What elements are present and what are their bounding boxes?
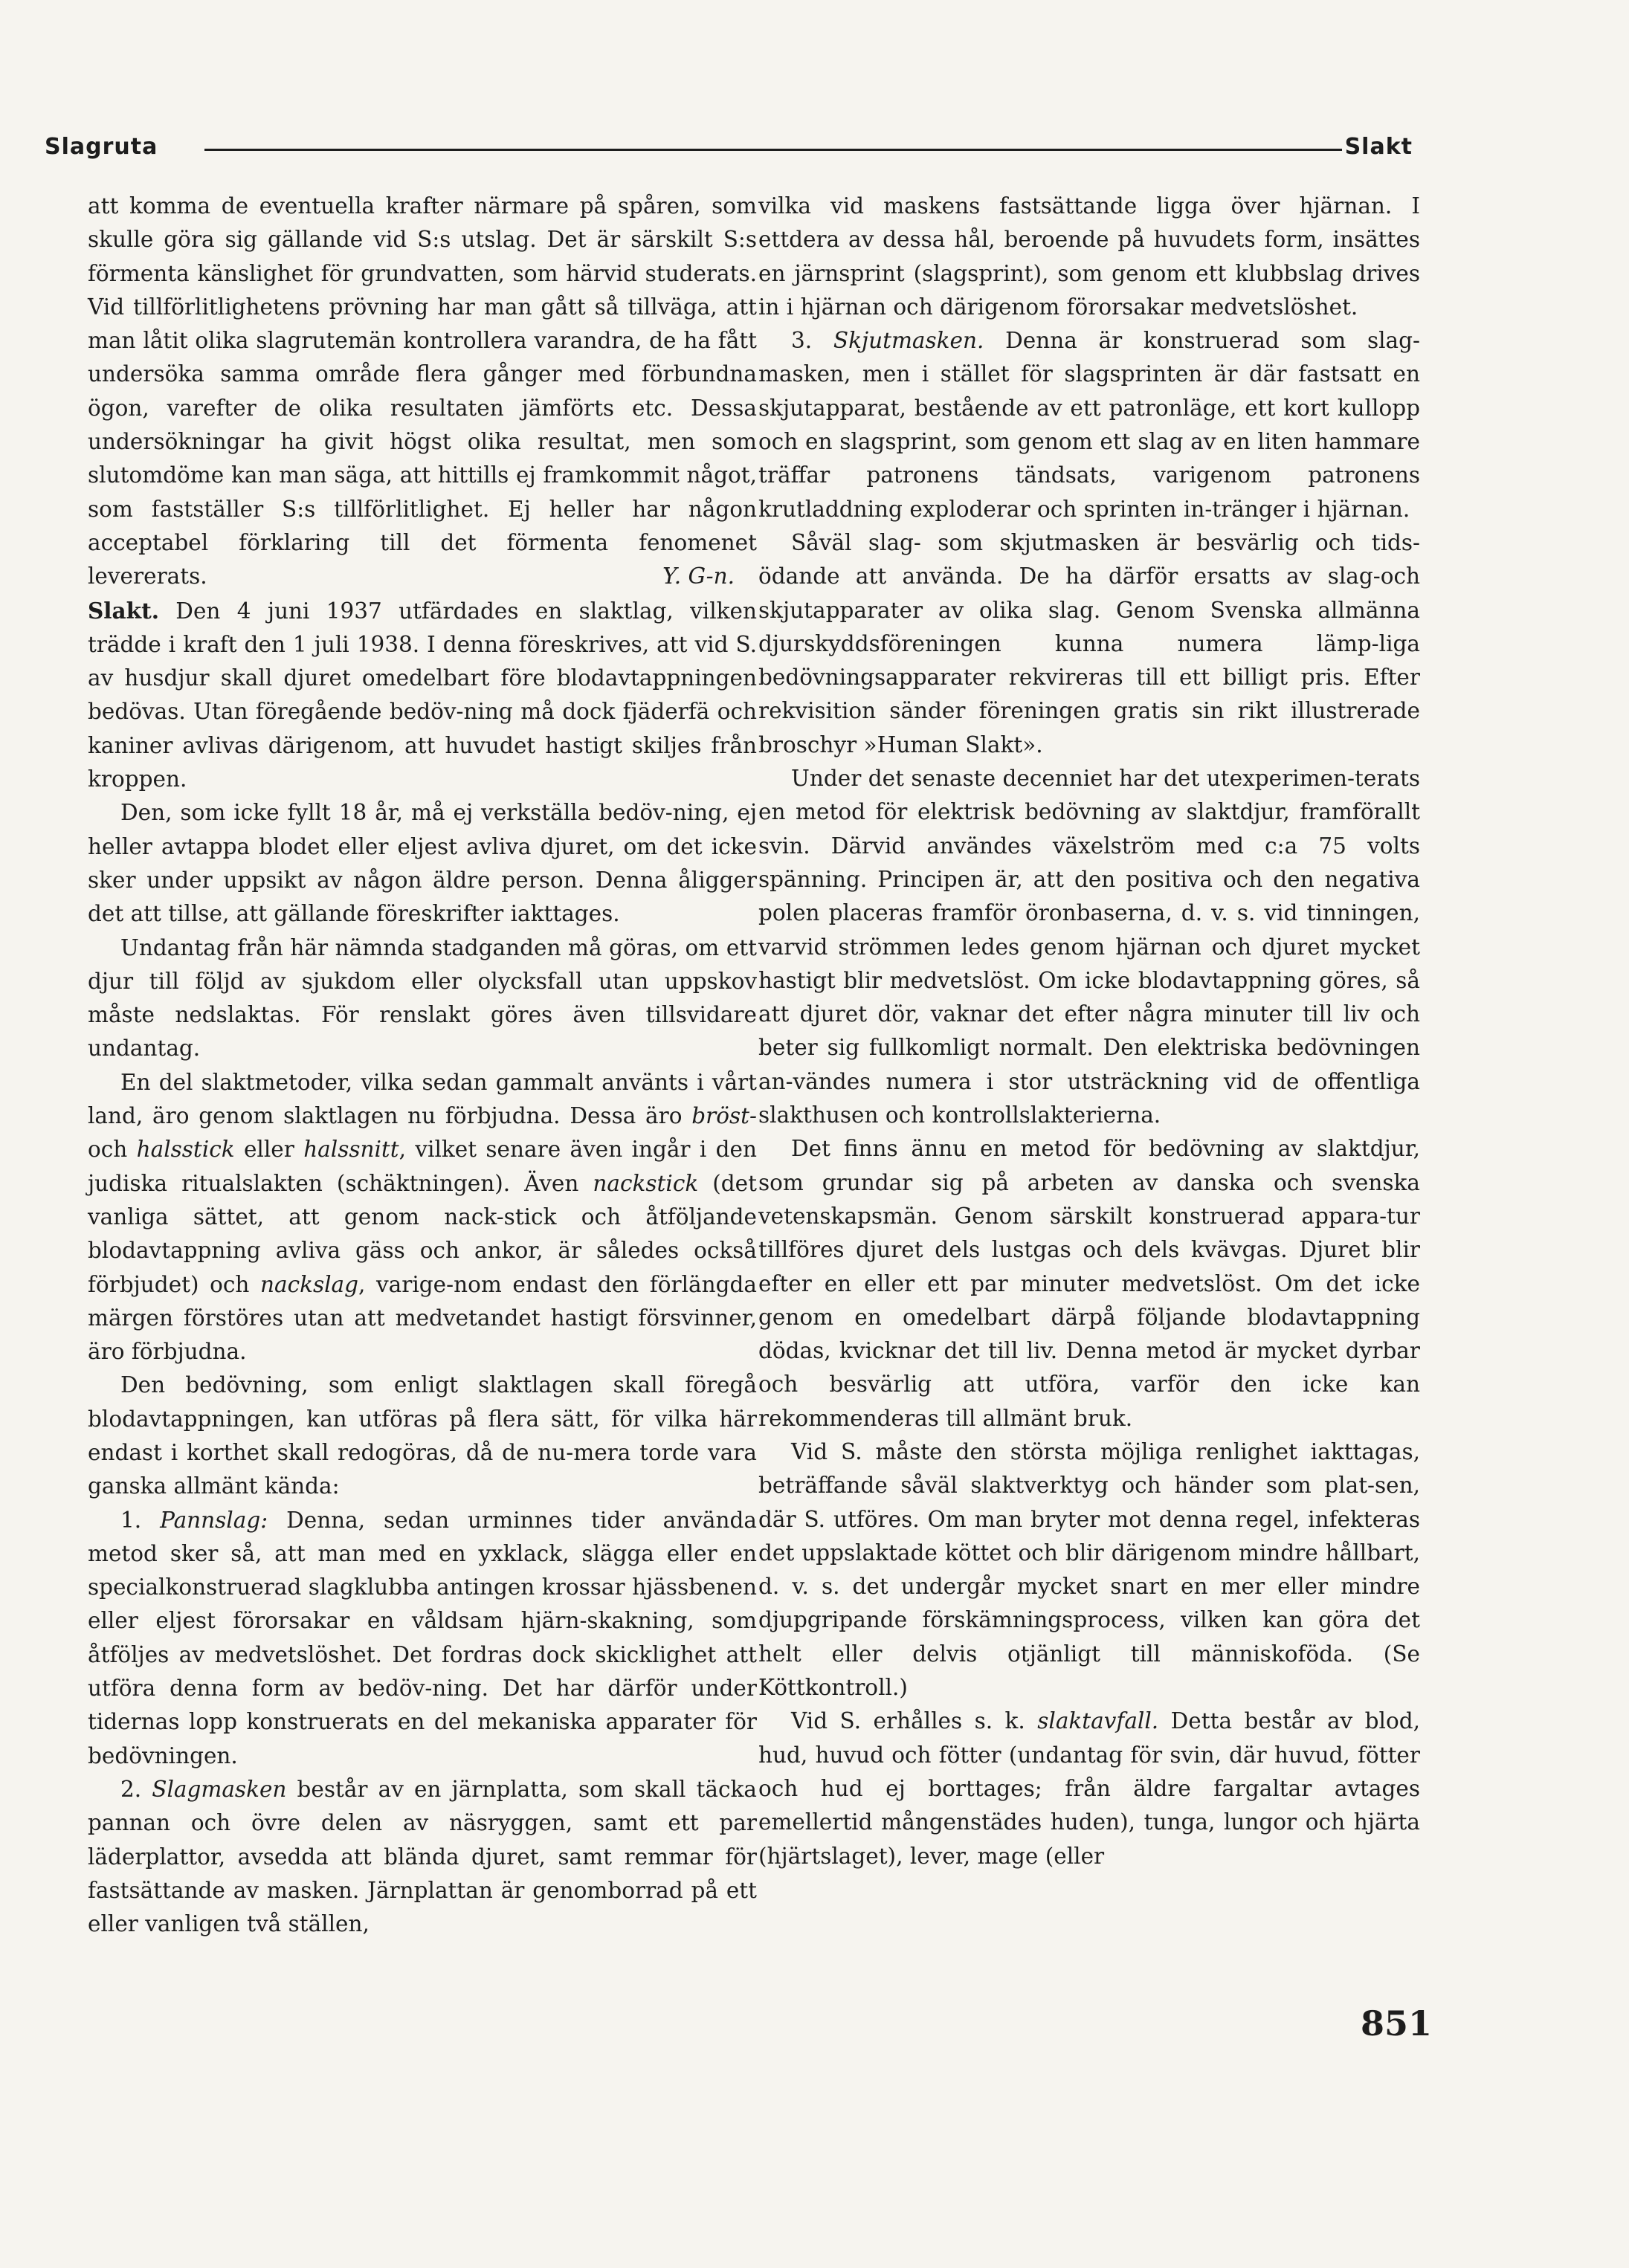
text-run: (det vanliga sättet, att genom nack-stick och åtföljande blodavtappning avliva gäss och ankor, är således också förbjudet) och: [88, 1170, 757, 1297]
text-run: att komma de eventuella krafter närmare på spåren, som skulle göra sig gällande vid S:s utslag. Det är särskilt S:s förmenta känslighet för grundvatten, som härvid studerats. Vid tillförlitlighetens prövning har man gått så tillväga, att man låtit olika slagrutemän kontrollera varandra, de ha fått undersöka samma område flera gånger med förbundna ögon, varefter de olika resultaten jämförts etc. Dessa undersökningar ha givit högst olika resultat, men som slutomdöme kan man säga, att hittills ej framkommit något, som fastställer S:s tillförlitlighet. Ej heller har någon acceptabel förklaring till det förmenta fenomenet levererats.: [88, 193, 757, 589]
paragraph: [758, 1435, 1420, 1705]
paragraph: [88, 1066, 757, 1369]
text-run: Såväl slag- som skjutmasken är besvärlig och tids-ödande att använda. De ha därför ersatts av slag-och skjutapparater av olika slag. Genom Svenska allmänna djurskyddsföreningen kunna numera lämp-liga bedövningsapparater rekvireras till ett billigt pris. Efter rekvisition sänder föreningen gratis sin rikt illustrerade broschyr »Human Slakt».: [758, 529, 1420, 757]
text-run: vilka vid maskens fastsättande ligga över hjärnan. I ettdera av dessa hål, beroende på huvudets form, insättes en järnsprint (slagsprint), som genom ett klubbslag drives in i hjärnan och därigenom förorsakar medvetslöshet.: [758, 193, 1420, 320]
text-run: består av en järnplatta, som skall täcka pannan och övre delen av näsryggen, samt ett par läderplattor, avsedda att blända djuret, samt remmar för fastsättande av masken. Järnplattan är genomborrad på ett eller vanligen två ställen,: [88, 1776, 757, 1937]
text-run: Slagmasken: [152, 1776, 287, 1802]
text-run: Vid S. erhålles s. k.: [791, 1708, 1038, 1734]
text-run: En del slaktmetoder, vilka sedan gammalt använts i vårt land, äro genom slaktlagen nu förbjudna. Dessa äro: [88, 1069, 757, 1129]
paragraph: [758, 1705, 1420, 1873]
header-rule: [204, 149, 1342, 151]
author-signature: Y. G-n.: [662, 563, 735, 589]
paragraph: [758, 762, 1420, 1132]
text-run: slaktavfall.: [1037, 1708, 1159, 1734]
paragraph: [88, 1773, 757, 1941]
paragraph: [88, 594, 757, 797]
text-run: Denna är konstruerad som slag-masken, men i stället för slagsprinten är där fastsatt en skjutapparat, bestående av ett patronläge, ett kort kullopp och en slagsprint, som genom ett slag av en liten hammare träffar patronens tändsats, varigenom patronens krutladdning exploderar och sprinten in-tränger i hjärnan.: [758, 328, 1420, 522]
paragraph: [758, 324, 1420, 526]
text-run: halssnitt: [303, 1137, 399, 1163]
text-run: nackstick: [593, 1170, 699, 1196]
paragraph: [758, 190, 1420, 324]
paragraph: [88, 1369, 757, 1503]
text-run: halsstick: [136, 1137, 235, 1163]
text-run: , vilket senare även ingår i den judiska ritualslakten (schäktningen). Även: [88, 1137, 757, 1196]
paragraph: [758, 526, 1420, 762]
running-head: [45, 134, 1413, 178]
text-run: Det finns ännu en metod för bedövning av slaktdjur, som grundar sig på arbeten av danska och svenska vetenskapsmän. Genom särskilt konstruerad appara-tur tillföres djuret dels lustgas och dels kvävgas. Djuret blir efter en eller ett par minuter medvetslöst. Om det icke genom en omedelbart därpå följande blodavtappning dödas, kvicknar det till liv. Denna metod är mycket dyrbar och besvärlig att utföra, varför den icke kan rekommenderas till allmänt bruk.: [758, 1136, 1420, 1431]
text-run: Detta består av blod, hud, huvud och fötter (undantag för svin, där huvud, fötter och hud ej borttages; från äldre fargaltar avtages emellertid mångenstädes huden), tunga, lungor och hjärta (hjärtslaget), lever, mage (eller: [758, 1708, 1420, 1869]
text-run: Den bedövning, som enligt slaktlagen skall föregå blodavtappningen, kan utföras på flera sätt, för vilka här endast i korthet skall redogöras, då de nu-mera torde vara ganska allmänt kända:: [88, 1372, 757, 1499]
text-run: och: [88, 1137, 137, 1163]
text-run: 2.: [120, 1776, 152, 1802]
left-column: [88, 190, 757, 1941]
right-column: [758, 190, 1420, 1873]
text-run: Vid S. måste den största möjliga renlighet iakttagas, beträffande såväl slaktverktyg och händer som plat-sen, där S. utföres. Om man bryter mot denna regel, infekteras det uppslaktade köttet och blir därigenom mindre hållbart, d. v. s. det undergår mycket snart en mer eller mindre djupgripande förskämningsprocess, vilken kan göra det helt eller delvis otjänligt till människoföda. (Se Köttkontroll.): [758, 1438, 1420, 1701]
text-run: , varige-nom endast den förlängda märgen förstöres utan att medvetandet hastigt försvinner, äro förbjudna.: [88, 1271, 757, 1365]
paragraph: [88, 931, 757, 1066]
text-run: 3.: [791, 328, 833, 354]
paragraph: [88, 796, 757, 931]
header-right-keyword: Slakt: [1344, 134, 1413, 160]
paragraph: [88, 190, 757, 594]
text-run: Slakt.: [88, 597, 159, 624]
paragraph: [758, 1132, 1420, 1435]
text-run: nackslag: [259, 1271, 359, 1297]
text-run: Den, som icke fyllt 18 år, må ej verkställa bedöv-ning, ej heller avtappa blodet eller eljest avliva djuret, om det icke sker under uppsikt av någon äldre person. Denna åligger det att tillse, att gällande föreskrifter iakttages.: [88, 800, 757, 927]
text-run: Pannslag:: [160, 1507, 268, 1533]
text-run: Under det senaste decenniet har det utexperimen-terats en metod för elektrisk bedövning av slaktdjur, framförallt svin. Därvid användes växelström med c:a 75 volts spänning. Principen är, att den positiva och den negativa polen placeras framför öronbaserna, d. v. s. vid tinningen, varvid strömmen ledes genom hjärnan och djuret mycket hastigt blir medvetslöst. Om icke blodavtappning göres, så att djuret dör, vaknar det efter några minuter till liv och beter sig fullkomligt normalt. Den elektriska bedövningen an-vändes numera i stor utsträckning vid de offentliga slakthusen och kontrollslakterierna.: [758, 766, 1420, 1128]
text-run: bröst-: [691, 1103, 757, 1129]
text-run: Denna, sedan urminnes tider använda metod sker så, att man med en yxklack, slägga eller en specialkonstruerad slagklubba antingen krossar hjässbenen eller eljest förorsakar en våldsam hjärn-skakning, som åtföljes av medvetslöshet. Det fordras dock skicklighet att utföra denna form av bedöv-ning. Det har därför under tidernas lopp konstruerats en del mekaniska apparater för bedövningen.: [88, 1507, 757, 1768]
text-run: 1.: [120, 1507, 161, 1533]
text-run: Undantag från här nämnda stadganden må göras, om ett djur till följd av sjukdom eller olycksfall utan uppskov måste nedslaktas. För renslakt göres även tillsvidare undantag.: [88, 934, 757, 1062]
header-left-keyword: Slagruta: [45, 134, 158, 160]
text-run: eller: [234, 1137, 304, 1163]
text-run: Skjutmasken.: [833, 328, 984, 354]
page-number: 851: [1361, 2003, 1433, 2044]
text-run: Den 4 juni 1937 utfärdades en slaktlag, vilken trädde i kraft den 1 juli 1938. I denna föreskrives, att vid S. av husdjur skall djuret omedelbart före blodavtappningen bedövas. Utan föregående bedöv-ning må dock fjäderfä och kaniner avlivas därigenom, att huvudet hastigt skiljes från kroppen.: [88, 598, 757, 792]
paragraph: [88, 1504, 757, 1773]
